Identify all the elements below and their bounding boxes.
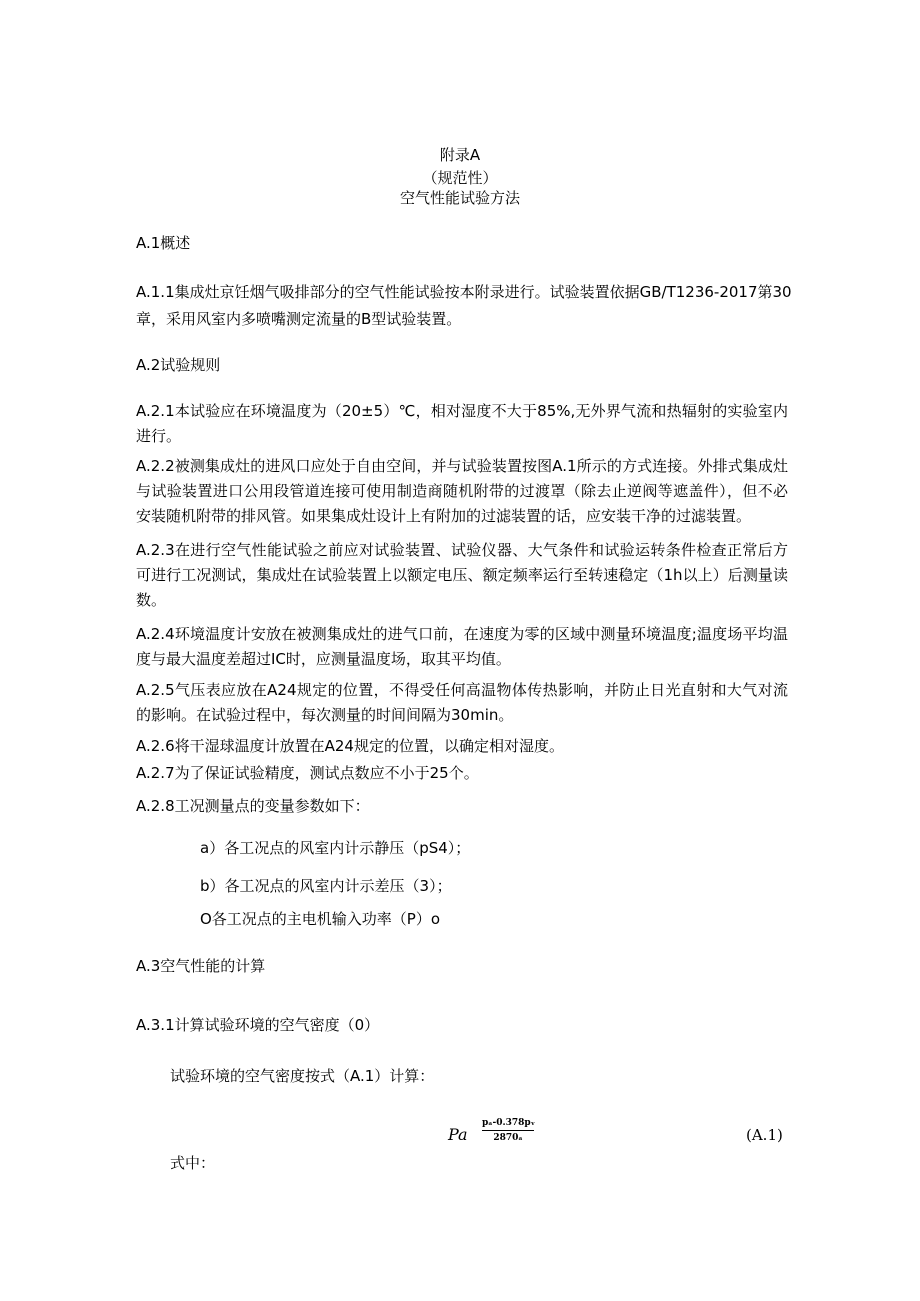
list-item-b: b）各工况点的风室内计示差压（3）； <box>200 877 452 895</box>
clause-a1-1-line2: 章，采用风室内多喷嘴测定流量的B型试验装置。 <box>136 310 462 328</box>
list-item-c: O各工况点的主电机输入功率（P）o <box>200 910 441 928</box>
formula-fraction <box>482 1118 534 1144</box>
clause-a2-2: A.2.2被测集成灶的进风口应处于自由空间，并与试验装置按图A.1所示的方式连接。外排式集成灶与试验装置进口公用段管道连接可使用制造商随机附带的过渡罩（除去止逆阀等遮盖件），但不必安装随机附带的排风管。如果集成灶设计上有附加的过滤装置的话，应安装干净的过滤装置。 <box>136 457 788 525</box>
fraction-bar <box>482 1130 534 1131</box>
formula-lhs: Pa <box>448 1125 468 1144</box>
section-a3-heading: A.3空气性能的计算 <box>136 957 266 975</box>
list-item-a: a）各工况点的风室内计示静压（pS4）； <box>200 839 471 857</box>
section-a2-heading: A.2试验规则 <box>136 356 221 374</box>
equation-number: (A.1) <box>746 1126 783 1144</box>
formula-intro: 试验环境的空气密度按式（A.1）计算： <box>170 1067 435 1085</box>
clause-a2-3: A.2.3在进行空气性能试验之前应对试验装置、试验仪器、大气条件和试验运转条件检查正常后方可进行工况测试，集成灶在试验装置上以额定电压、额定频率运行至转速稳定（1h以上）后测量读数。 <box>136 541 788 609</box>
clause-a1-1-line1: A.1.1集成灶京饪烟气吸排部分的空气性能试验按本附录进行。试验装置依据GB/T1236-2017第30 <box>136 283 792 301</box>
formula-numerator: pₐ-0.378pᵥ <box>482 1118 536 1128</box>
clause-a2-8: A.2.8工况测量点的变量参数如下： <box>136 797 370 815</box>
appendix-nature: （规范性） <box>422 169 498 187</box>
clause-a2-4: A.2.4环境温度计安放在被测集成灶的进气口前，在速度为零的区域中测量环境温度;温度场平均温度与最大温度差超过IC时，应测量温度场，取其平均值。 <box>136 625 788 668</box>
formula-denominator: 2870ₐ <box>493 1133 523 1143</box>
clause-a2-7: A.2.7为了保证试验精度，测试点数应不小于25个。 <box>136 764 479 782</box>
appendix-label: 附录A <box>439 146 481 164</box>
clause-a2-5: A.2.5气压表应放在A24规定的位置，不得受任何高温物体传热影响，并防止日光直射和大气对流的影响。在试验过程中，每次测量的时间间隔为30min。 <box>136 681 788 724</box>
where-label: 式中： <box>170 1154 216 1172</box>
clause-a3-1: A.3.1计算试验环境的空气密度（0） <box>136 1016 380 1034</box>
section-a1-heading: A.1概述 <box>136 234 191 252</box>
clause-a2-1: A.2.1本试验应在环境温度为（20±5）℃，相对湿度不大于85%,无外界气流和热辐射的实验室内进行。 <box>136 402 788 445</box>
clause-a2-6: A.2.6将干湿球温度计放置在A24规定的位置，以确定相对湿度。 <box>136 737 564 755</box>
appendix-title: 空气性能试验方法 <box>399 189 520 207</box>
